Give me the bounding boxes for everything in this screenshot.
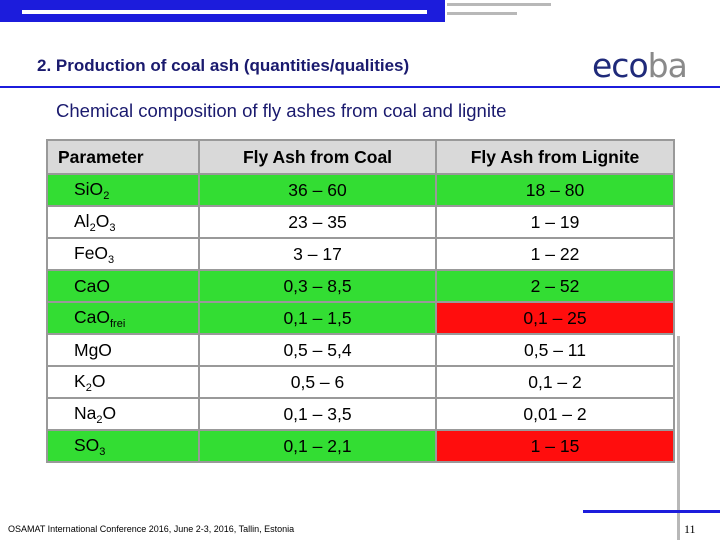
coal-value-cell: 0,1 – 2,1 — [199, 430, 436, 462]
parameter-subscript: 3 — [109, 221, 116, 234]
coal-value-cell: 0,1 – 1,5 — [199, 302, 436, 334]
header-fly-ash-coal: Fly Ash from Coal — [199, 140, 436, 174]
parameter-formula: FeO — [74, 242, 109, 263]
parameter-formula: CaO — [74, 275, 110, 296]
coal-value-cell: 23 – 35 — [199, 206, 436, 238]
parameter-cell — [47, 270, 199, 302]
coal-value-cell: 36 – 60 — [199, 174, 436, 206]
lignite-value-cell: 0,01 – 2 — [436, 398, 674, 430]
lignite-value-cell: 0,1 – 25 — [436, 302, 674, 334]
parameter-formula: MgO — [74, 339, 112, 360]
parameter-formula: Al — [74, 210, 90, 231]
parameter-formula: K — [74, 370, 86, 391]
parameter-formula: SO — [74, 434, 100, 455]
table-row — [47, 238, 674, 270]
table-row — [47, 270, 674, 302]
parameter-subscript: 2 — [96, 413, 103, 426]
parameter-cell — [47, 334, 199, 366]
parameter-cell — [47, 174, 199, 206]
parameter-subscript: 3 — [99, 445, 106, 458]
title-divider — [0, 86, 720, 88]
table-row — [47, 174, 674, 206]
lignite-value-cell: 1 – 19 — [436, 206, 674, 238]
lignite-value-cell: 18 – 80 — [436, 174, 674, 206]
table-row — [47, 366, 674, 398]
parameter-formula: Na — [74, 402, 97, 423]
parameter-subscript: 3 — [108, 253, 115, 266]
coal-value-cell: 0,5 – 6 — [199, 366, 436, 398]
parameter-formula: CaO — [74, 306, 110, 327]
ecoba-logo — [592, 46, 687, 85]
parameter-cell — [47, 238, 199, 270]
slide-title: 2. Production of coal ash (quantities/qualities) — [37, 56, 410, 75]
parameter-subscript: 2 — [89, 221, 96, 234]
parameter-subscript: frei — [109, 317, 126, 330]
conference-footer: OSAMAT International Conference 2016, June 2-3, 2016, Tallin, Estonia — [8, 524, 295, 534]
footer-divider — [583, 510, 720, 513]
composition-table — [46, 139, 675, 463]
parameter-cell — [47, 430, 199, 462]
lignite-value-cell: 0,1 – 2 — [436, 366, 674, 398]
coal-value-cell: 0,1 – 3,5 — [199, 398, 436, 430]
lignite-value-cell: 0,5 – 11 — [436, 334, 674, 366]
coal-value-cell: 0,5 – 5,4 — [199, 334, 436, 366]
parameter-cell — [47, 206, 199, 238]
slide-subtitle: Chemical composition of fly ashes from coal and lignite — [56, 100, 507, 121]
parameter-cell — [47, 398, 199, 430]
table-header-row — [47, 140, 674, 174]
parameter-suffix: O — [95, 210, 110, 231]
coal-value-cell: 0,3 – 8,5 — [199, 270, 436, 302]
table-row — [47, 334, 674, 366]
table-row — [47, 398, 674, 430]
header-grey-line — [447, 3, 551, 6]
header-grey-line-short — [447, 12, 517, 15]
logo-accent: ba — [647, 46, 687, 85]
lignite-value-cell: 2 – 52 — [436, 270, 674, 302]
parameter-cell — [47, 366, 199, 398]
logo-main: eco — [592, 46, 648, 85]
parameter-formula: SiO — [74, 178, 104, 199]
parameter-subscript: 2 — [85, 381, 92, 394]
header-bar-stripe — [22, 10, 427, 14]
parameter-subscript: 2 — [103, 189, 110, 202]
table-row — [47, 302, 674, 334]
header-fly-ash-lignite: Fly Ash from Lignite — [436, 140, 674, 174]
lignite-value-cell: 1 – 15 — [436, 430, 674, 462]
coal-value-cell: 3 – 17 — [199, 238, 436, 270]
parameter-cell — [47, 302, 199, 334]
page-number: 11 — [684, 522, 696, 536]
table-row — [47, 430, 674, 462]
table-row — [47, 206, 674, 238]
header-parameter: Parameter — [47, 140, 199, 174]
parameter-suffix: O — [102, 402, 117, 423]
lignite-value-cell: 1 – 22 — [436, 238, 674, 270]
parameter-suffix: O — [91, 370, 106, 391]
